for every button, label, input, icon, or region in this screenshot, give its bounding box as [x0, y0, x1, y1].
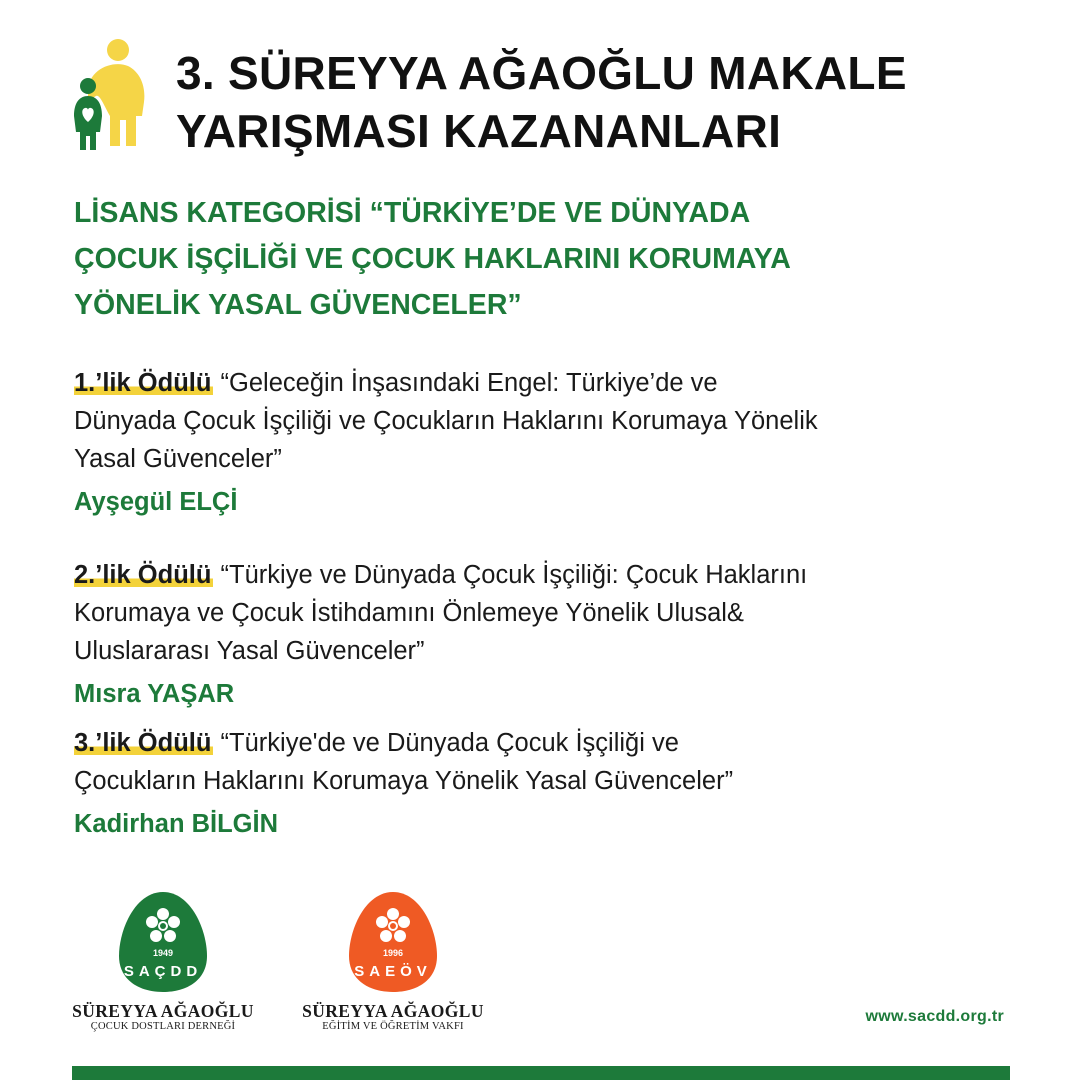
award-title-line [74, 364, 1034, 402]
sacdd-emblem-icon [117, 890, 209, 994]
award-third [74, 724, 1034, 844]
org-logo-saeov [298, 890, 488, 1033]
award-second [74, 556, 1034, 714]
winner-name: Ayşegül ELÇİ [74, 488, 238, 516]
page-title [176, 44, 1056, 160]
org-initials: SAÇDD [123, 963, 203, 980]
award-title-line: Yasal Güvenceler” [74, 445, 282, 473]
org-logo-sacdd [68, 890, 258, 1033]
award-rank: 2.’lik Ödülü [74, 561, 212, 589]
award-title-line [74, 556, 1034, 594]
org-year: 1996 [382, 948, 404, 958]
title-line: YARIŞMASI KAZANANLARI [176, 105, 782, 157]
award-first [74, 364, 1034, 522]
org-year: 1949 [152, 948, 174, 958]
org-name: SÜREYYA AĞAOĞLU [302, 1001, 484, 1021]
org-subtitle: EĞİTİM VE ÖĞRETİM VAKFI [322, 1021, 464, 1032]
award-title-text: “Türkiye ve Dünyada Çocuk İşçiliği: Çocuk Haklarını [220, 561, 808, 589]
bottom-divider [72, 1066, 1010, 1080]
award-rank: 3.’lik Ödülü [74, 729, 212, 757]
category-line: LİSANS KATEGORİSİ “TÜRKİYE’DE VE DÜNYADA [74, 197, 751, 229]
title-line: 3. SÜREYYA AĞAOĞLU MAKALE [176, 47, 907, 99]
category-line: ÇOCUK İŞÇİLİĞİ VE ÇOCUK HAKLARINI KORUMAYA [74, 243, 791, 275]
award-title-text: “Geleceğin İnşasındaki Engel: Türkiye’de ve [220, 369, 718, 397]
category-line: YÖNELİK YASAL GÜVENCELER” [74, 289, 522, 321]
org-initials: SAEÖV [354, 963, 432, 980]
award-title-text: “Türkiye'de ve Dünyada Çocuk İşçiliği ve [220, 729, 679, 757]
award-title-line [74, 724, 1034, 762]
award-title-line: Korumaya ve Çocuk İstihdamını Önlemeye Yönelik Ulusal& [74, 599, 744, 627]
saeov-emblem-icon [347, 890, 439, 994]
family-logo-icon [66, 36, 150, 154]
website-link[interactable]: www.sacdd.org.tr [865, 1008, 1004, 1025]
award-title-line: Çocukların Haklarını Korumaya Yönelik Yasal Güvenceler” [74, 767, 734, 795]
winner-name: Mısra YAŞAR [74, 680, 235, 708]
award-title-line: Dünyada Çocuk İşçiliği ve Çocukların Haklarını Korumaya Yönelik [74, 407, 818, 435]
award-rank: 1.’lik Ödülü [74, 369, 212, 397]
award-title-line: Uluslararası Yasal Güvenceler” [74, 637, 425, 665]
org-name: SÜREYYA AĞAOĞLU [72, 1001, 254, 1021]
category-heading [74, 190, 1034, 328]
winner-name: Kadirhan BİLGİN [74, 810, 279, 838]
org-subtitle: ÇOCUK DOSTLARI DERNEĞİ [90, 1021, 236, 1032]
